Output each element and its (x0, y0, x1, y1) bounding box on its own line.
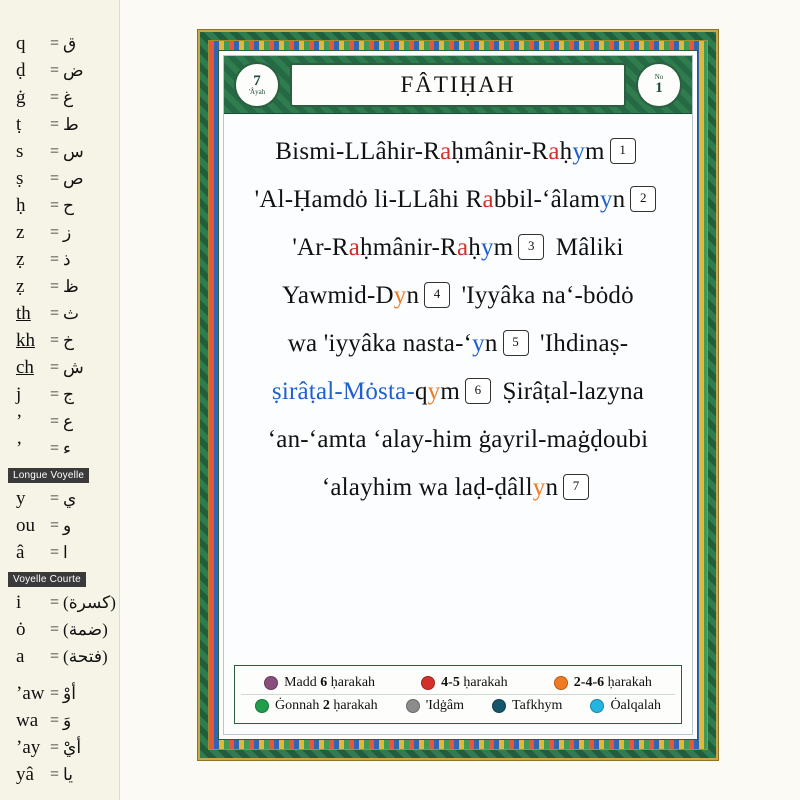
key-arabic: وَ (63, 710, 72, 730)
key-equals: = (50, 88, 60, 106)
ayah-number-marker: 6 (465, 378, 491, 404)
verse-segment: n (484, 330, 498, 357)
key-arabic: ي (63, 488, 77, 508)
verse-segment: nir-R (495, 138, 549, 165)
key-arabic: ز (63, 222, 72, 242)
key-diphthong-list (0, 680, 119, 788)
key-latin: q (16, 32, 26, 54)
ayah-number-marker: 4 (424, 282, 450, 308)
verse-segment: â (550, 186, 562, 213)
legend-label: Ġonnah 2 ḥarakah (275, 698, 378, 713)
ayah-count-medallion (234, 62, 280, 108)
key-equals: = (50, 250, 60, 268)
key-equals: = (50, 593, 60, 611)
key-row (0, 300, 119, 327)
verse-segment: a (348, 234, 361, 261)
legend-color-dot (255, 699, 269, 713)
key-row (0, 539, 119, 566)
surah-title: FÂTIḤAH (400, 71, 516, 97)
key-arabic: ق (63, 33, 77, 53)
verse-segment: n (406, 282, 420, 309)
surah-title-plate (290, 63, 626, 107)
verse-segment: 'Al-Ḥamdȯ li-LL (254, 186, 429, 213)
key-equals: = (50, 304, 60, 322)
key-latin: ʼ (16, 437, 23, 459)
short-vowel-label: Voyelle Courte (8, 572, 86, 587)
verse-segment: ḥ (559, 138, 573, 165)
verse-segment: âll (507, 474, 533, 501)
key-equals: = (50, 169, 60, 187)
key-equals: = (50, 385, 60, 403)
legend-label: 2-4-6 ḥarakah (573, 675, 652, 690)
ayah-number-marker: 5 (503, 330, 529, 356)
verse-segment: y (532, 474, 546, 501)
key-arabic: ط (63, 114, 79, 134)
verse-segment: ḥm (451, 138, 484, 165)
key-equals: = (50, 647, 60, 665)
key-latin: i (16, 591, 22, 613)
key-equals: = (50, 34, 60, 52)
key-row (0, 512, 119, 539)
verse-segment: n (545, 474, 559, 501)
key-latin: kh (16, 329, 35, 351)
key-spacer (0, 670, 119, 680)
verse-segment: sta- (378, 378, 415, 405)
verse-segment: bbil-ʻ (493, 186, 551, 213)
key-row (0, 485, 119, 512)
surah-number-medallion (636, 62, 682, 108)
legend-label: 'Idġâm (425, 698, 464, 713)
long-vowel-label: Longue Voyelle (8, 468, 89, 483)
verse-segment: ṣir (271, 378, 298, 405)
verse-segment: ḥm (360, 234, 393, 261)
key-latin: ȯ (16, 618, 26, 640)
key-arabic: ج (63, 384, 75, 404)
verse-line (238, 224, 678, 272)
verse-segment: a (440, 138, 452, 165)
verse-line (238, 368, 678, 416)
key-row (0, 761, 119, 788)
key-row (0, 381, 119, 408)
key-arabic: ء (63, 438, 72, 458)
key-row (0, 643, 119, 670)
key-row (0, 165, 119, 192)
key-latin: ch (16, 356, 34, 378)
verse-segment: hir-R (386, 138, 441, 165)
key-arabic: غ (63, 87, 74, 107)
ayah-number-marker: 3 (518, 234, 544, 260)
key-arabic: ص (63, 168, 84, 188)
key-arabic: أيْ (63, 737, 82, 757)
legend-color-dot (590, 699, 604, 713)
key-equals: = (50, 439, 60, 457)
key-equals: = (50, 620, 60, 638)
key-row (0, 273, 119, 300)
key-latin: a (16, 645, 25, 667)
key-row (0, 408, 119, 435)
key-short-vowel-list (0, 589, 119, 670)
key-row (0, 616, 119, 643)
key-row (0, 327, 119, 354)
verse-segment: â (375, 138, 387, 165)
verse-segment: m (440, 378, 461, 405)
verse-segment: Yawmid-D (282, 282, 394, 309)
verse-line (238, 128, 678, 176)
key-arabic: ا (63, 542, 68, 562)
verse-segment: lam (561, 186, 600, 213)
legend-item (554, 675, 652, 691)
verse-segment: wa 'iyyâka nasta-ʻ (287, 330, 473, 357)
key-latin: ṭ (16, 113, 22, 135)
verse-segment: n (612, 186, 626, 213)
key-arabic: (كسرة) (63, 592, 116, 612)
verse-segment: y (472, 330, 485, 357)
verse-segment: 'Ar-R (292, 234, 349, 261)
verse-segment: ḍ (494, 474, 508, 501)
verse-segment: nir-R (403, 234, 457, 261)
key-arabic: (ضمة) (63, 619, 108, 639)
ayah-count-number: 7 (253, 72, 261, 89)
key-arabic: خ (63, 330, 75, 350)
key-equals: = (50, 142, 60, 160)
key-equals: = (50, 765, 60, 783)
legend-color-dot (406, 699, 420, 713)
ayah-number-marker: 7 (563, 474, 589, 500)
key-arabic: ح (63, 195, 75, 215)
key-equals: = (50, 711, 60, 729)
key-arabic: س (63, 141, 84, 161)
verse-line (238, 320, 678, 368)
decorative-border-inner (218, 50, 698, 740)
key-latin: ḍ (16, 59, 26, 81)
surah-header (224, 56, 692, 114)
legend-label: Tafkhym (512, 698, 563, 713)
verse-segment: y (427, 378, 441, 405)
key-row (0, 192, 119, 219)
key-equals: = (50, 223, 60, 241)
key-row (0, 138, 119, 165)
key-row (0, 246, 119, 273)
transliteration-key-column (0, 0, 120, 800)
key-latin: ou (16, 514, 35, 536)
legend-color-dot (421, 676, 435, 690)
key-row (0, 707, 119, 734)
legend-item (590, 698, 661, 714)
legend-label: 4-5 ḥarakah (441, 675, 508, 690)
mushaf-sheet (120, 0, 800, 800)
verse-tail: 'Iyyâka naʻ-bȯdȯ (455, 282, 634, 309)
key-row (0, 111, 119, 138)
key-row (0, 30, 119, 57)
key-arabic: ظ (63, 276, 79, 296)
verse-tail: Mâliki (549, 234, 624, 261)
legend-item (406, 698, 464, 714)
verse-segment: ȯ (365, 378, 379, 405)
tajweed-legend (234, 665, 682, 724)
verse-segment: a (456, 234, 469, 261)
key-arabic: ث (63, 303, 80, 323)
ayah-number-marker: 2 (630, 186, 656, 212)
legend-item (492, 698, 562, 714)
legend-label: Madd 6 ḥarakah (284, 675, 376, 690)
verse-segment: a (482, 186, 494, 213)
key-equals: = (50, 489, 60, 507)
legend-label: Ȯalqalah (610, 698, 661, 713)
verse-segment: a (548, 138, 560, 165)
key-arabic: ذ (63, 249, 71, 269)
key-equals: = (50, 277, 60, 295)
key-latin: ʼ (16, 410, 23, 432)
verse-segment: y (480, 234, 494, 261)
key-row (0, 589, 119, 616)
surah-number: 1 (655, 79, 663, 96)
verse-segment: â (297, 378, 309, 405)
verse-segment: ḍ (473, 474, 486, 501)
verse-segment: m (585, 138, 605, 165)
key-arabic: أوْ (63, 683, 76, 703)
key-latin: ẓ (16, 275, 25, 297)
verse-segment: - (485, 474, 495, 501)
key-equals: = (50, 196, 60, 214)
ayah-number-marker: 1 (610, 138, 636, 164)
key-latin: wa (16, 709, 39, 731)
key-consonant-list (0, 30, 119, 462)
decorative-border-outer (198, 30, 718, 760)
key-row (0, 435, 119, 462)
surah-number-label: No (654, 72, 664, 81)
key-long-vowel-list (0, 485, 119, 566)
decorative-border-middle (208, 40, 708, 750)
legend-row-2 (241, 694, 675, 717)
verse-segment: ṭal-M (308, 378, 366, 405)
legend-item (264, 675, 375, 691)
key-arabic: يا (63, 764, 73, 784)
paper-area (223, 55, 693, 735)
legend-color-dot (492, 699, 506, 713)
legend-item (255, 698, 378, 714)
key-row (0, 57, 119, 84)
ayah-count-label: 'Âyah (248, 87, 266, 96)
key-latin: th (16, 302, 31, 324)
key-latin: ẓ (16, 248, 25, 270)
verse-line (238, 272, 678, 320)
key-row (0, 354, 119, 381)
verse-segment: y (572, 138, 586, 165)
verse-body (224, 114, 692, 659)
key-arabic: (فتحة) (63, 646, 108, 666)
key-latin: yâ (16, 763, 34, 785)
key-row (0, 734, 119, 761)
key-latin: z (16, 221, 25, 243)
legend-item (421, 675, 507, 691)
verse-segment: m (493, 234, 514, 261)
legend-row-1 (241, 672, 675, 694)
key-latin: ġ (16, 86, 26, 108)
key-latin: ḥ (16, 194, 26, 216)
key-equals: = (50, 61, 60, 79)
verse-tail: 'Ihdinaṣ- (533, 330, 629, 357)
key-latin: ʼay (16, 736, 41, 758)
verse-segment: hi R (439, 186, 483, 213)
verse-segment: â (392, 234, 404, 261)
verse-segment: â (483, 138, 496, 165)
key-arabic: ض (63, 60, 84, 80)
key-row (0, 219, 119, 246)
key-equals: = (50, 738, 60, 756)
key-equals: = (50, 543, 60, 561)
verse-segment: y (393, 282, 407, 309)
key-latin: ʼaw (16, 682, 45, 704)
key-arabic: و (63, 515, 72, 535)
verse-segment: Bismi-LL (275, 138, 376, 165)
key-arabic: ع (63, 411, 74, 431)
key-equals: = (50, 412, 60, 430)
key-equals: = (50, 516, 60, 534)
key-equals: = (50, 358, 60, 376)
key-latin: ṣ (16, 167, 24, 189)
key-latin: y (16, 487, 26, 509)
verse-segment: â (428, 186, 440, 213)
key-equals: = (50, 331, 60, 349)
verse-line (238, 416, 678, 464)
verse-line (238, 176, 678, 224)
key-equals: = (50, 684, 60, 702)
verse-segment: q (414, 378, 428, 405)
verse-segment: ḥ (468, 234, 481, 261)
key-latin: j (16, 383, 22, 405)
key-row (0, 680, 119, 707)
legend-color-dot (264, 676, 278, 690)
verse-text: ʻan-ʻamta ʻalay-him ġayril-maġḍoubi (267, 426, 649, 453)
verse-segment: y (599, 186, 613, 213)
key-arabic: ش (63, 357, 84, 377)
verse-segment: ʻalayhim wa la (321, 474, 474, 501)
key-row (0, 84, 119, 111)
verse-line (238, 464, 678, 512)
key-latin: â (16, 541, 25, 563)
key-equals: = (50, 115, 60, 133)
legend-color-dot (554, 676, 568, 690)
key-latin: s (16, 140, 24, 162)
verse-tail: Ṣirâṭal-lazyna (496, 378, 645, 405)
